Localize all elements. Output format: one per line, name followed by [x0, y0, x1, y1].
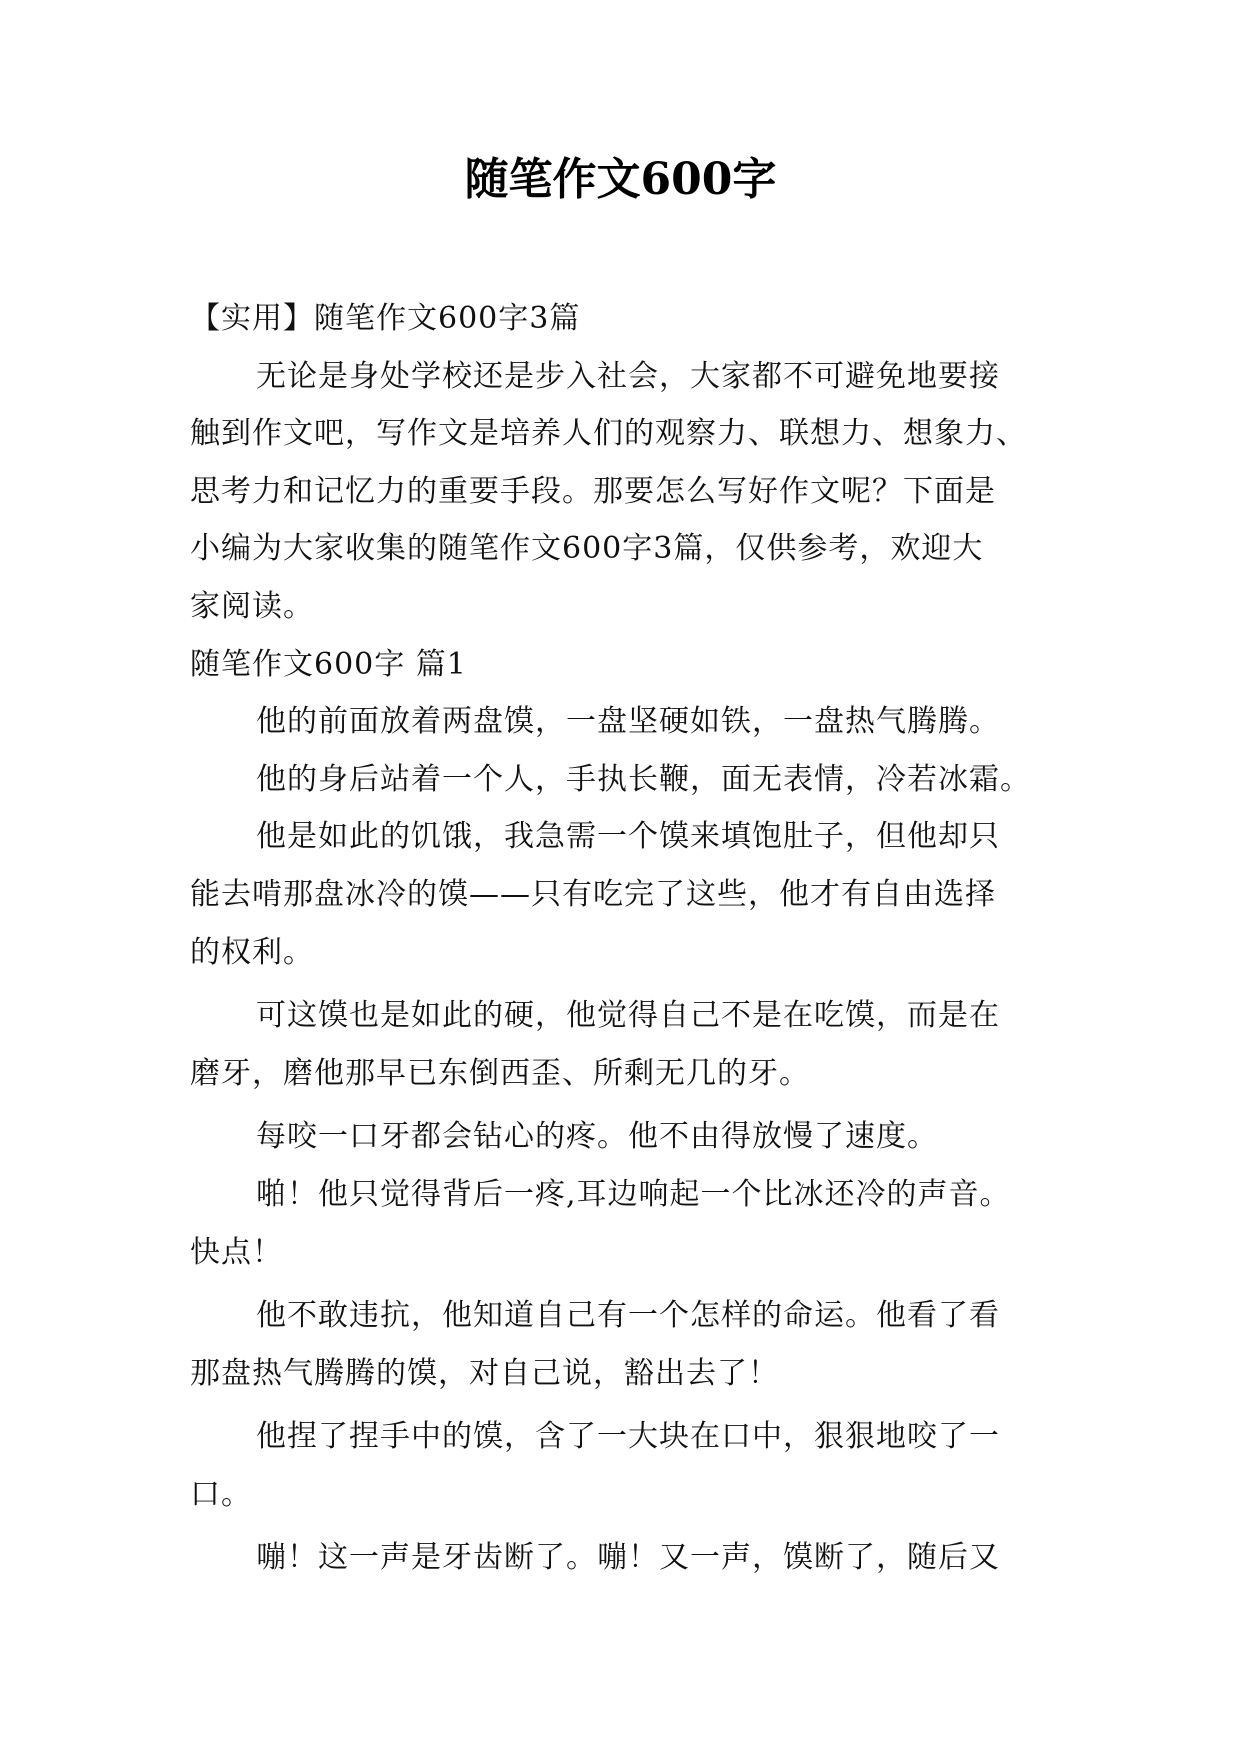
- intro-paragraph-line: 家阅读。: [190, 588, 314, 624]
- document-title: 随笔作文600字: [464, 154, 777, 205]
- body-paragraph-line: 他的身后站着一个人，手执长鞭，面无表情，冷若冰霜。: [256, 761, 1031, 797]
- body-paragraph-line: 他的前面放着两盘馍，一盘坚硬如铁，一盘热气腾腾。: [256, 704, 1000, 740]
- intro-paragraph-line: 无论是身处学校还是步入社会，大家都不可避免地要接: [256, 358, 1000, 394]
- body-paragraph-line: 可这馍也是如此的硬，他觉得自己不是在吃馍，而是在: [256, 998, 1000, 1034]
- body-paragraph-line: 他是如此的饥饿，我急需一个馍来填饱肚子，但他却只: [256, 819, 1000, 855]
- intro-paragraph-line: 思考力和记忆力的重要手段。那要怎么写好作文呢？下面是: [190, 473, 996, 509]
- document-body: [190, 290, 1050, 1587]
- body-paragraph-line: 口。: [190, 1476, 252, 1512]
- body-paragraph-line: 磨牙，磨他那早已东倒西歪、所剩无几的牙。: [190, 1055, 810, 1091]
- body-paragraph-line: 嘣！这一声是牙齿断了。嘣！又一声，馍断了，随后又: [256, 1540, 1000, 1576]
- body-paragraph-line: 的权利。: [190, 934, 314, 970]
- body-paragraph-line: 快点！: [190, 1234, 283, 1270]
- body-paragraph-line: 啪！他只觉得背后一疼,耳边响起一个比冰还冷的声音。: [256, 1176, 1011, 1212]
- intro-paragraph-line: 触到作文吧，写作文是培养人们的观察力、联想力、想象力、: [190, 416, 1027, 452]
- body-paragraph-line: 他捏了捏手中的馍，含了一大块在口中，狠狠地咬了一: [256, 1419, 1000, 1455]
- body-paragraph-line: 他不敢违抗，他知道自己有一个怎样的命运。他看了看: [256, 1298, 1000, 1334]
- body-paragraph-line: 能去啃那盘冰冷的馍——只有吃完了这些，他才有自由选择: [190, 876, 996, 912]
- body-paragraph-line: 每咬一口牙都会钻心的疼。他不由得放慢了速度。: [256, 1119, 938, 1155]
- intro-heading: 【实用】随笔作文600字3篇: [190, 301, 581, 336]
- intro-paragraph-line: 小编为大家收集的随笔作文600字3篇，仅供参考，欢迎大: [190, 531, 984, 567]
- section-heading: 随笔作文600字 篇1: [190, 646, 467, 682]
- body-paragraph-line: 那盘热气腾腾的馍，对自己说，豁出去了！: [190, 1355, 779, 1391]
